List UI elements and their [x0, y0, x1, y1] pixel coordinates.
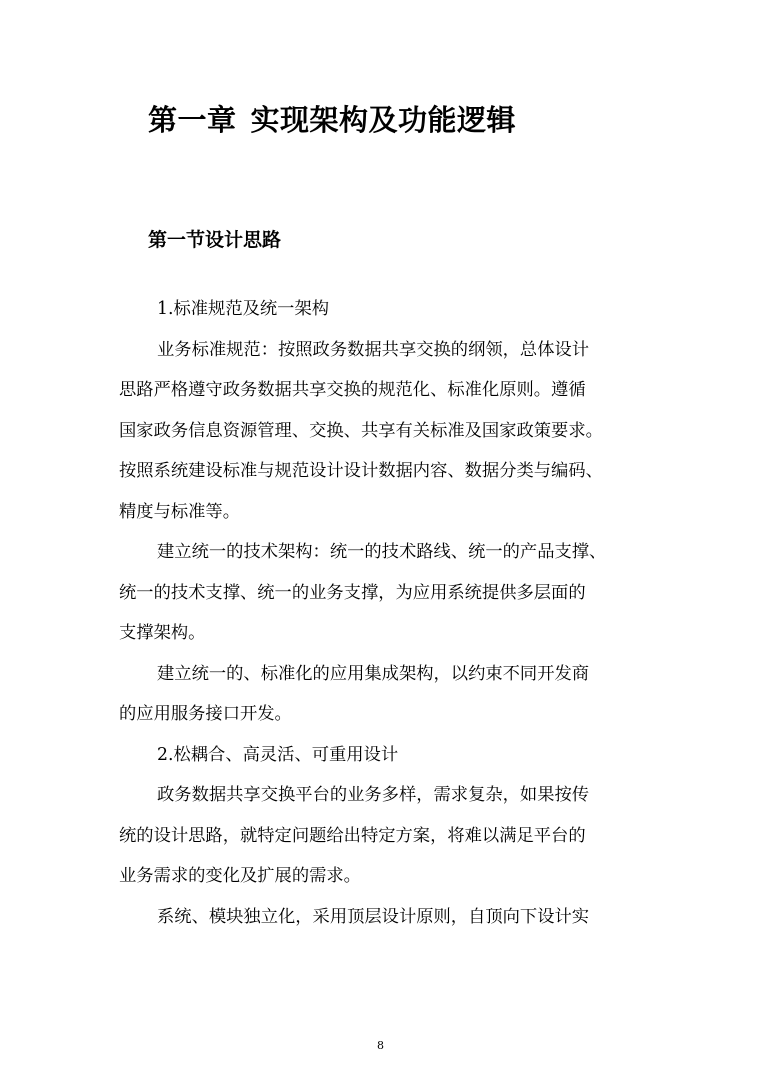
chapter-number: 第一章 [148, 103, 237, 137]
paragraph-line: 按照系统建设标准与规范设计设计数据内容、数据分类与编码、 [119, 461, 603, 481]
paragraph-line: 业务需求的变化及扩展的需求。 [119, 866, 361, 886]
paragraph-line: 2.松耦合、高灵活、可重用设计 [157, 744, 399, 765]
paragraph-line: 精度与标准等。 [119, 501, 240, 522]
paragraph-line: 统一的技术支撑、统一的业务支撑，为应用系统提供多层面的 [119, 582, 586, 603]
chapter-title [148, 98, 516, 142]
paragraph-line: 1.标准规范及统一架构 [157, 299, 330, 319]
page-number: 8 [377, 1039, 384, 1052]
paragraph-line: 支撑架构。 [119, 623, 206, 643]
paragraph-line: 思路严格遵守政务数据共享交换的规范化、标准化原则。遵循 [119, 380, 586, 400]
body-text [119, 289, 639, 937]
paragraph-line: 建立统一的技术架构：统一的技术路线、统一的产品支撑、 [157, 542, 607, 562]
paragraph-line: 业务标准规范：按照政务数据共享交换的纲领，总体设计 [157, 339, 590, 360]
paragraph-line: 的应用服务接口开发。 [119, 704, 292, 724]
paragraph-line: 统的设计思路，就特定问题给出特定方案，将难以满足平台的 [119, 825, 586, 846]
chapter-heading-text: 实现架构及功能逻辑 [250, 103, 517, 137]
section-title: 第一节设计思路 [148, 229, 282, 251]
paragraph-line: 建立统一的、标准化的应用集成架构，以约束不同开发商 [157, 663, 590, 684]
paragraph-line: 系统、模块独立化，采用顶层设计原则，自顶向下设计实 [157, 906, 590, 927]
paragraph-line: 国家政务信息资源管理、交换、共享有关标准及国家政策要求。 [119, 420, 603, 441]
paragraph-line: 政务数据共享交换平台的业务多样，需求复杂，如果按传 [157, 785, 590, 805]
